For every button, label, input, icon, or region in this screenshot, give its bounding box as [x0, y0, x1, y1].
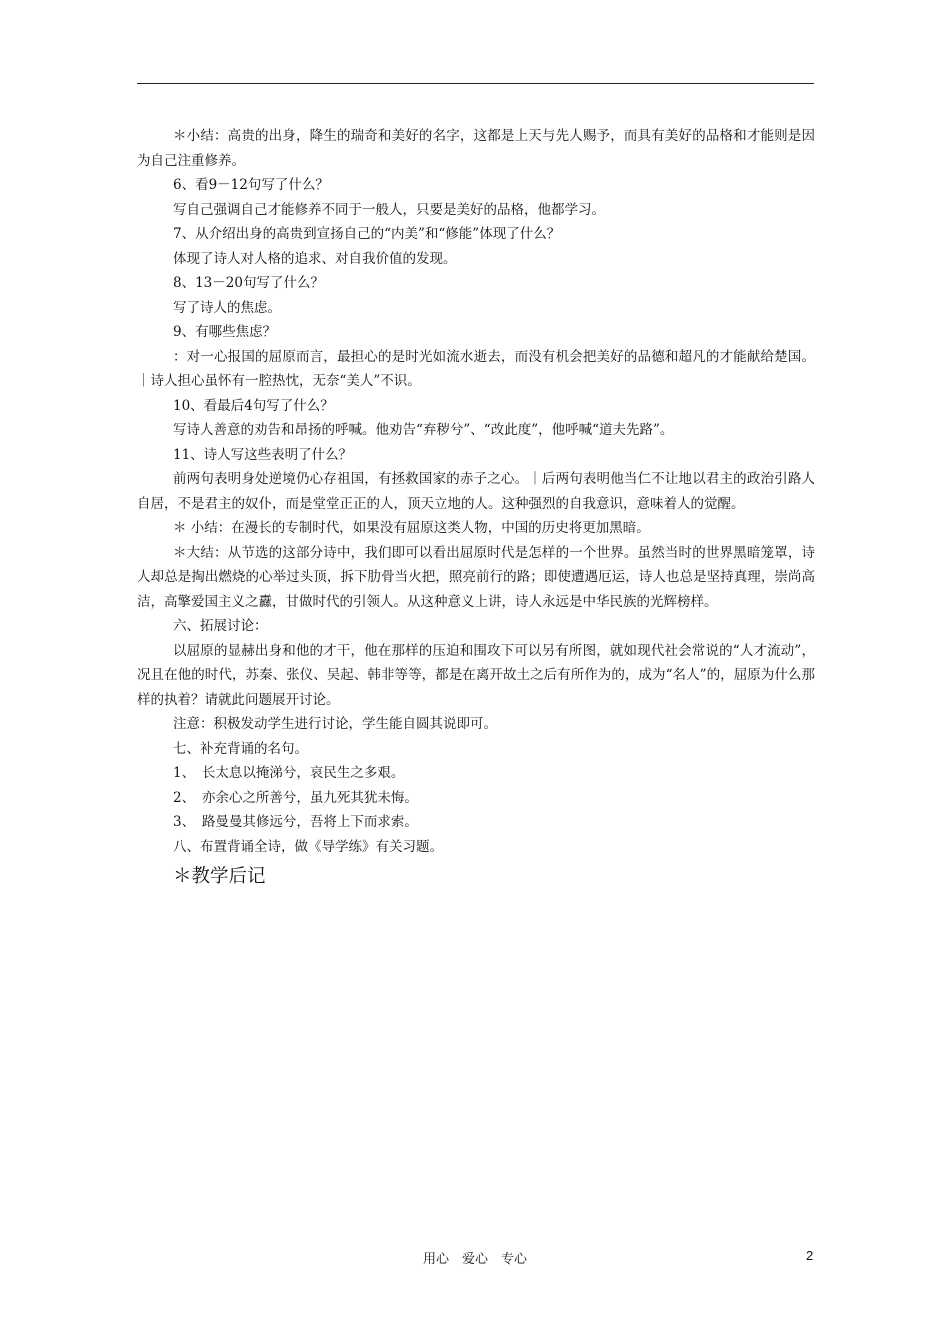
- paragraph: 七、补充背诵的名句。: [173, 740, 308, 757]
- paragraph: 体现了诗人对人格的追求、对自我价值的发现。: [173, 250, 457, 267]
- paragraph: 前两句表明身处逆境仍心存祖国，有拯救国家的赤子之心。｜后两句表明他当仁不让地以君主的政治引路人自居，不是君主的奴仆，而是堂堂正正的人，顶天立地的人。这种强烈的自我意识，意味着人的觉醒。: [137, 471, 815, 512]
- afterword-heading: ＊教学后记: [173, 866, 266, 887]
- list-item: 1、 长太息以掩涕兮，哀民生之多艰。: [173, 765, 405, 781]
- paragraph: 11、诗人写这些表明了什么？: [173, 446, 353, 463]
- paragraph: 以屈原的显赫出身和他的才干，他在那样的压迫和围攻下可以另有所图，就如现代社会常说的“人才流动”，况且在他的时代，苏秦、张仪、吴起、韩非等等，都是在离开故土之后有所作为的，成为“名人”的，屈原为什么那样的执着？请就此问题展开讨论。: [137, 642, 815, 708]
- paragraph: 写自己强调自己才能修养不同于一般人，只要是美好的品格，他都学习。: [173, 201, 605, 218]
- paragraph: 6、看9－12句写了什么？: [173, 177, 329, 193]
- footer-motto: 用心 爱心 专心: [422, 1252, 527, 1267]
- paragraph: ：对一心报国的屈原而言，最担心的是时光如流水逝去，而没有机会把美好的品德和超凡的才能献给楚国。｜诗人担心虽怀有一腔热忱，无奈“美人”不识。: [137, 348, 815, 389]
- paragraph: 写诗人善意的劝告和昂扬的呼喊。他劝告“弃秽兮”、“改此度”，他呼喊“道夫先路”。: [173, 422, 674, 438]
- paragraph: 8、13－20句写了什么？: [173, 275, 324, 291]
- paragraph: 六、拓展讨论：: [173, 618, 268, 634]
- list-item: 3、 路曼曼其修远兮，吾将上下而求索。: [173, 814, 418, 830]
- paragraph: ＊小结：高贵的出身，降生的瑞奇和美好的名字，这都是上天与先人赐予，而具有美好的品格和才能则是因为自己注重修养。: [137, 128, 815, 169]
- paragraph: ＊ 小结：在漫长的专制时代，如果没有屈原这类人物，中国的历史将更加黑暗。: [173, 520, 650, 536]
- paragraph: ＊大结：从节选的这部分诗中，我们即可以看出屈原时代是怎样的一个世界。虽然当时的世界黑暗笼罩，诗人却总是掏出燃烧的心举过头顶，拆下肋骨当火把，照亮前行的路；即使遭遇厄运，诗人也总是坚持真理，崇尚高洁，高擎爱国主义之纛，甘做时代的引领人。从这种意义上讲，诗人永远是中华民族的光辉榜样。: [137, 544, 815, 610]
- list-item: 2、 亦余心之所善兮，虽九死其犹未悔。: [173, 789, 418, 806]
- paragraph: 写了诗人的焦虑。: [173, 299, 281, 316]
- paragraph: 注意：积极发动学生进行讨论，学生能自圆其说即可。: [173, 716, 497, 732]
- page-number: 2: [806, 1248, 814, 1263]
- paragraph: 10、看最后4句写了什么？: [173, 397, 334, 414]
- paragraph: 八、布置背诵全诗，做《导学练》有关习题。: [173, 838, 443, 855]
- paragraph: 7、从介绍出身的高贵到宣扬自己的“内美”和“修能”体现了什么？: [173, 226, 561, 242]
- paragraph: 9、有哪些焦虑？: [173, 324, 277, 340]
- header-rule: [137, 83, 814, 84]
- document-body: [137, 124, 815, 893]
